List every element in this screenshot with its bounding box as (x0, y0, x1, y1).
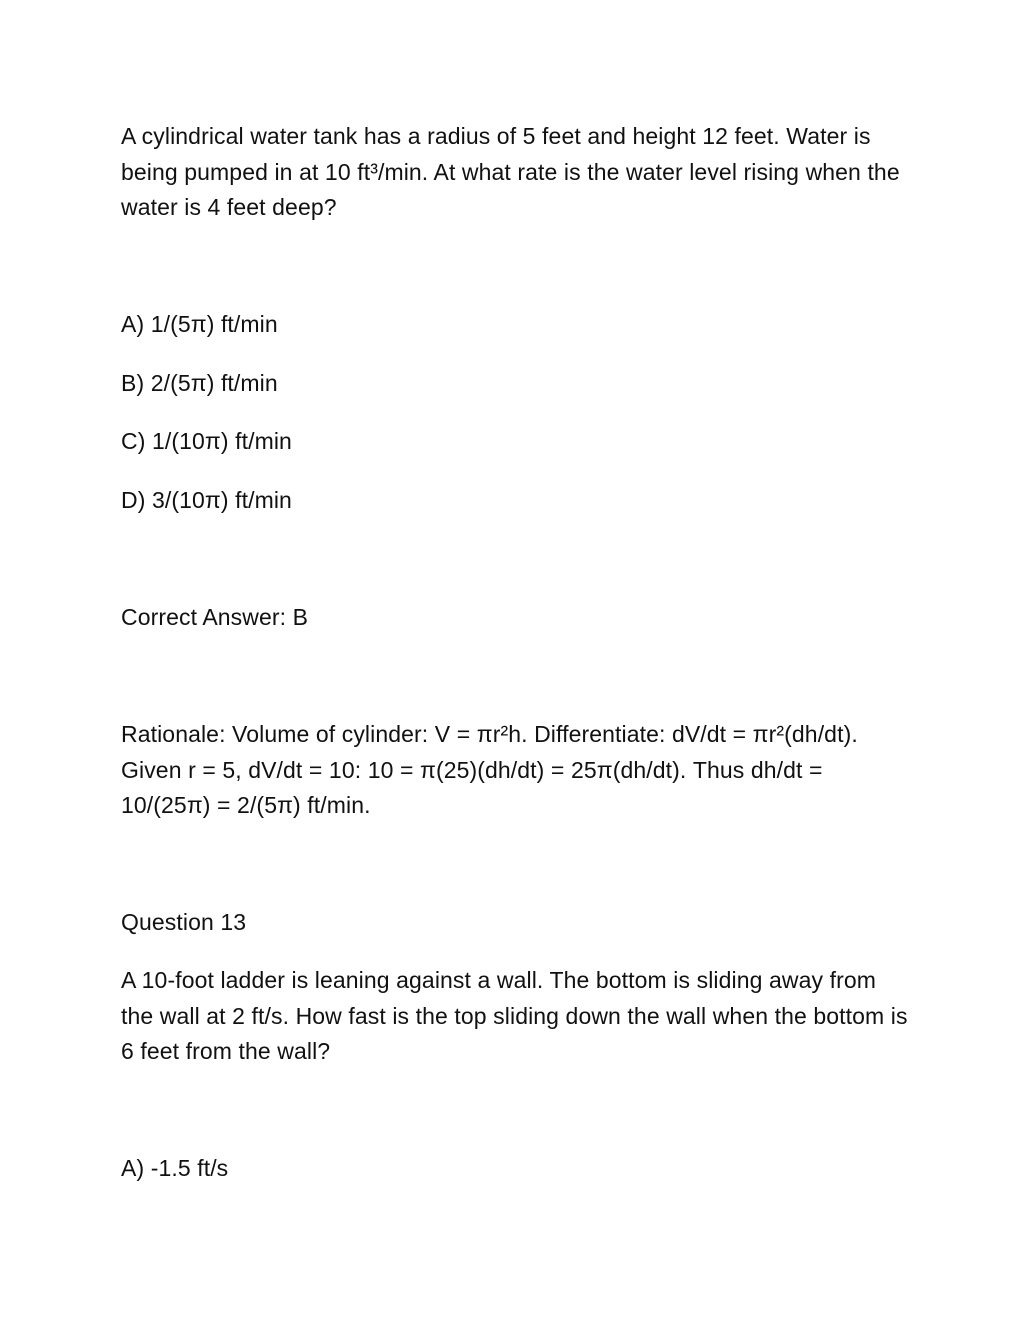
correct-answer: Correct Answer: B (121, 604, 309, 630)
question-12-option-d: D) 3/(10π) ft/min (121, 487, 292, 513)
rationale: Rationale: Volume of cylinder: V = πr²h. Differentiate: dV/dt = πr²(dh/dt). Given r = 5, dV/dt = 10: 10 = π(25)(dh/dt) = 25π(dh/dt). Thus dh/dt = 10/(25π) = 2/(5π) ft/min. (121, 721, 858, 818)
question-13-option-a: A) -1.5 ft/s (121, 1155, 229, 1181)
question-13-title: Question 13 (121, 909, 247, 935)
question-12-text: A cylindrical water tank has a radius of 5 feet and height 12 feet. Water is being pumped in at 10 ft³/min. At what rate is the water level rising when the water is 4 feet deep? (121, 123, 900, 220)
question-12-option-c: C) 1/(10π) ft/min (121, 428, 292, 454)
question-13-text: A 10-foot ladder is leaning against a wall. The bottom is sliding away from the wall at 2 ft/s. How fast is the top sliding down the wall when the bottom is 6 feet from the wall? (121, 967, 908, 1064)
question-12-option-b: B) 2/(5π) ft/min (121, 370, 278, 396)
question-12-option-a: A) 1/(5π) ft/min (121, 311, 278, 337)
